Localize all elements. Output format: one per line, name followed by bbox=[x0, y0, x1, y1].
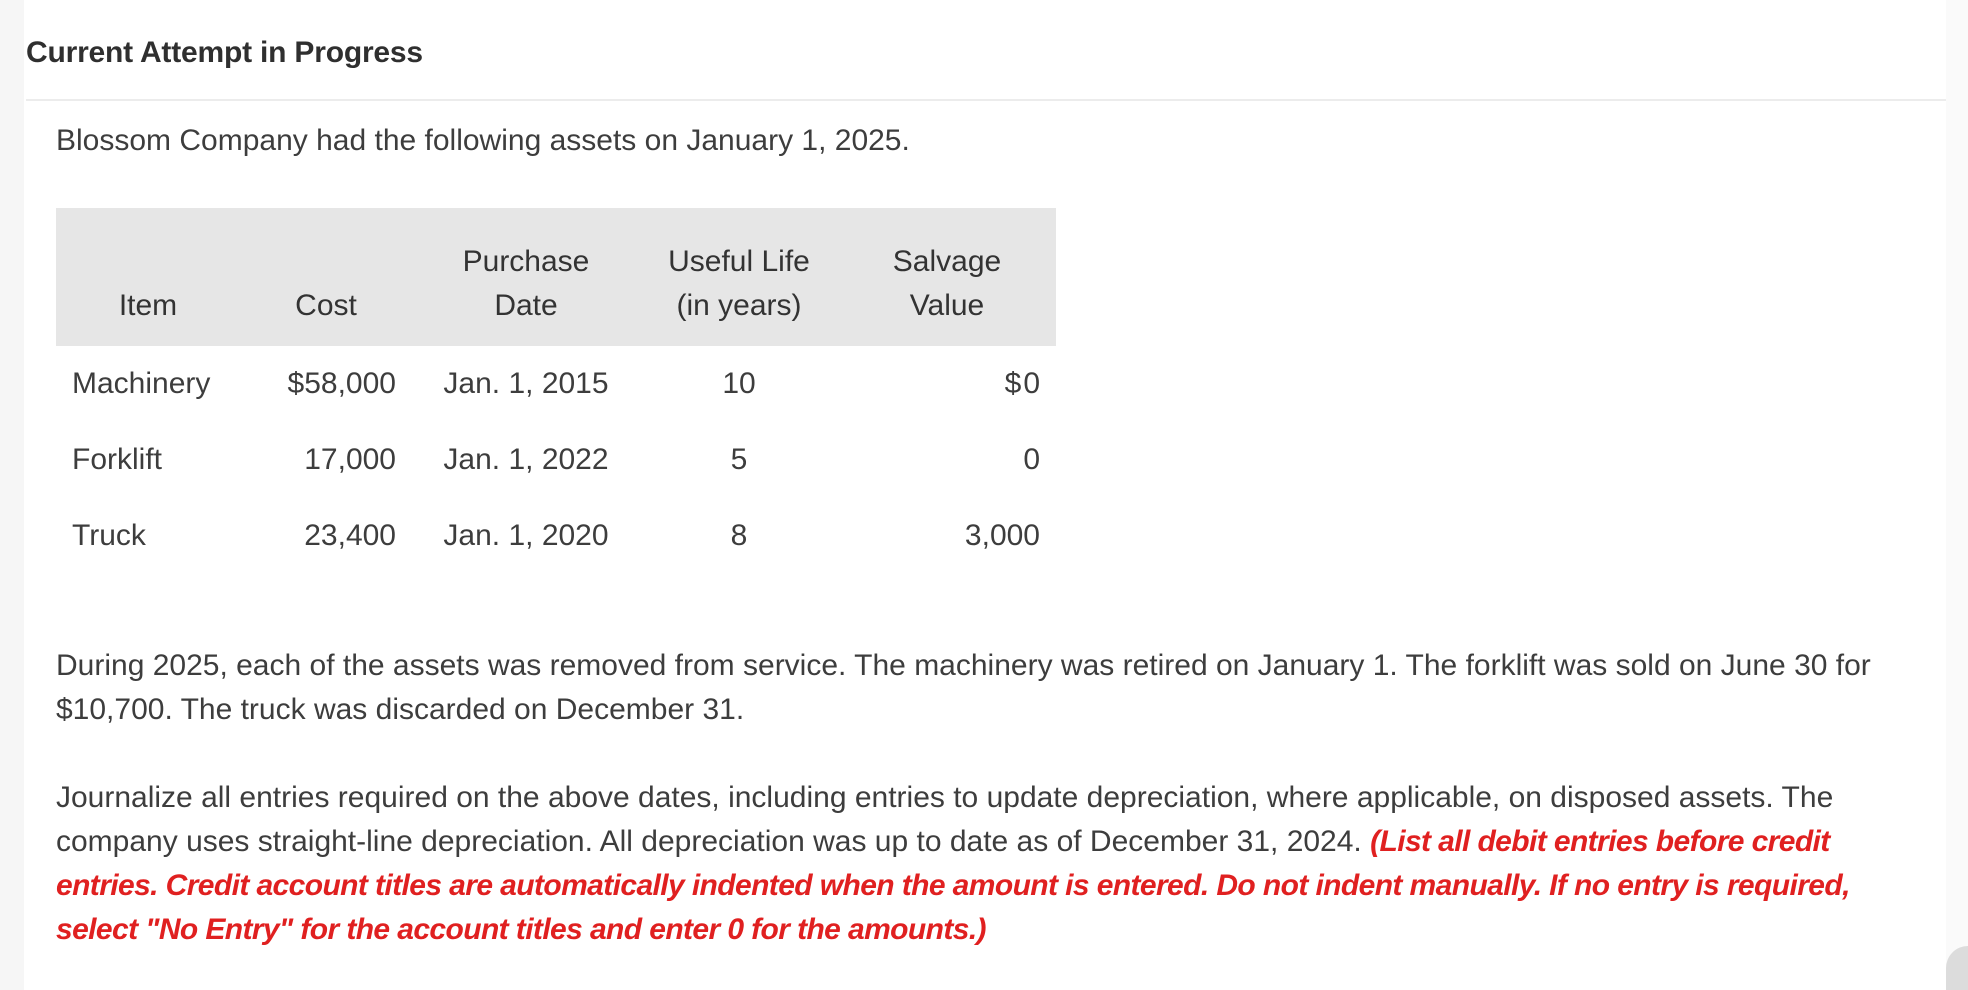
instructions-text: Journalize all entries required on the above dates, including entries to update depreciation, where applicable, on disposed assets. The company uses straight-line depreciation. All depreciation was up to date as of December 31, 2024. bbox=[56, 781, 1834, 858]
cell-salvage-amount: 3,000 bbox=[964, 519, 1040, 552]
section-title: Current Attempt in Progress bbox=[26, 36, 423, 69]
cell-useful-life: 8 bbox=[730, 519, 748, 552]
header-cost: Cost bbox=[295, 289, 357, 322]
left-margin-bar bbox=[0, 0, 24, 990]
table-header-row bbox=[56, 208, 1056, 346]
header-divider bbox=[26, 99, 1946, 101]
cell-salvage-value bbox=[838, 498, 1056, 574]
cell-salvage-value bbox=[838, 422, 1056, 498]
cell-cost: $58,000 bbox=[287, 367, 396, 400]
header-purchase-date: Purchase Date bbox=[462, 245, 590, 322]
cell-salvage-amount: 0 bbox=[1023, 367, 1040, 400]
problem-paragraph-events: During 2025, each of the assets was removed from service. The machinery was retired on January 1. The forklift was sold on June 30 for $10,700. The truck was discarded on December 31. bbox=[56, 649, 1871, 726]
cell-item: Truck bbox=[72, 519, 146, 552]
cell-purchase-date: Jan. 1, 2022 bbox=[443, 443, 609, 476]
table-row bbox=[56, 422, 1056, 498]
cell-salvage-currency: $ bbox=[1004, 367, 1022, 400]
cell-salvage-value bbox=[838, 346, 1056, 422]
header-useful-life-line1: Useful Life bbox=[668, 245, 810, 278]
cell-salvage-amount: 0 bbox=[1023, 443, 1040, 476]
cell-useful-life: 5 bbox=[730, 443, 748, 476]
assets-table bbox=[56, 208, 1056, 574]
cell-item: Forklift bbox=[72, 443, 162, 476]
header-salvage-value: Salvage Value bbox=[892, 245, 1002, 322]
problem-intro: Blossom Company had the following assets on January 1, 2025. bbox=[56, 124, 910, 157]
cell-useful-life: 10 bbox=[722, 367, 756, 400]
cell-purchase-date: Jan. 1, 2015 bbox=[443, 367, 609, 400]
cell-purchase-date: Jan. 1, 2020 bbox=[443, 519, 609, 552]
cell-cost: 23,400 bbox=[304, 519, 396, 552]
table-row bbox=[56, 346, 1056, 422]
header-useful-life-line2: (in years) bbox=[676, 289, 802, 322]
instructions-emphasis: (List all debit entries before credit entries. Credit account titles are automatically indented when the amount is entered. Do not indent manually. If no entry is required, select "No Entry" for the account titles and enter 0 for the amounts.) bbox=[56, 825, 1850, 946]
problem-paragraph-instructions bbox=[56, 776, 1916, 952]
cell-cost: 17,000 bbox=[304, 443, 396, 476]
header-item: Item bbox=[118, 289, 178, 322]
right-scroll-track[interactable] bbox=[1946, 0, 1968, 990]
table-row bbox=[56, 498, 1056, 574]
cell-item: Machinery bbox=[72, 367, 211, 400]
header-useful-life bbox=[640, 208, 838, 346]
